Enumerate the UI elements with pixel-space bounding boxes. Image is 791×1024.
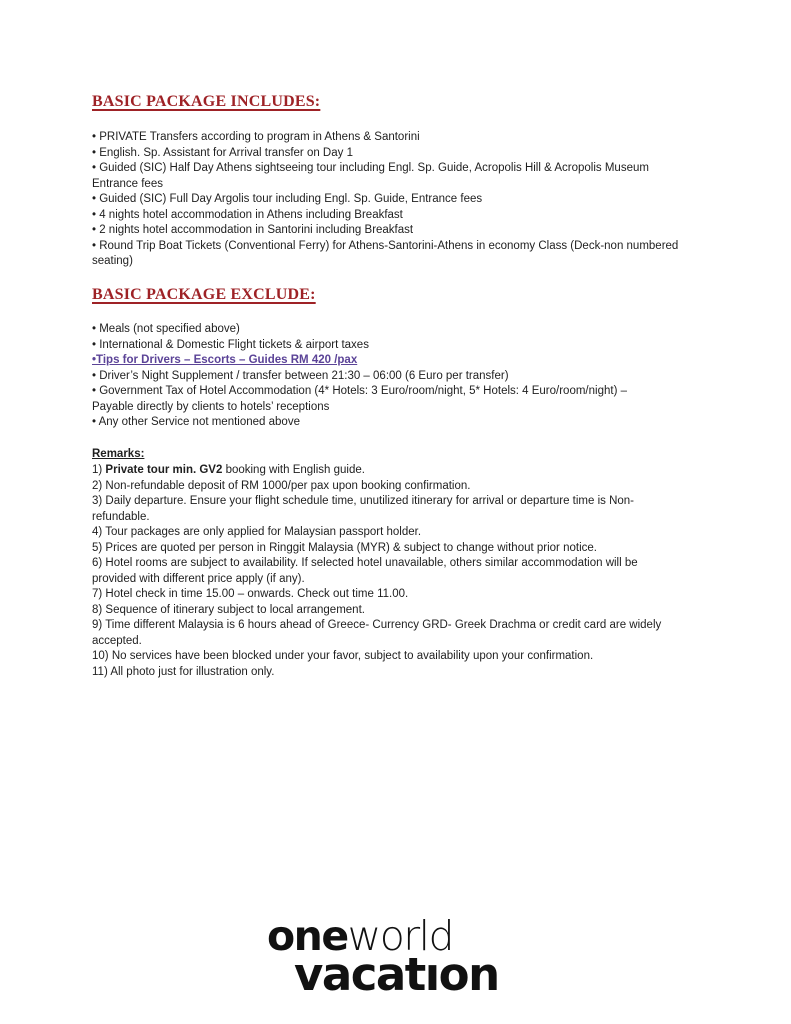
logo-oneworld-vacation [267,912,499,1001]
text-line: • Driver’s Night Supplement / transfer between 21:30 – 06:00 (6 Euro per transfer) [92,369,509,382]
text-line: • International & Domestic Flight tickets & airport taxes [92,338,369,351]
text-line: • PRIVATE Transfers according to program in Athens & Santorini [92,131,420,143]
text-line: refundable. [92,510,150,523]
text-line: provided with different price apply (if any). [92,572,305,585]
text-line: 3) Daily departure. Ensure your flight schedule time, unutilized itinerary for arrival or departure time is Non- [92,495,635,507]
text-line: • Round Trip Boat Tickets (Conventional Ferry) for Athens-Santorini-Athens in economy Class (Deck-non numbered [92,239,679,252]
text-line: • 2 nights hotel accommodation in Santorini including Breakfast [92,224,414,236]
logo-world-text: world [347,912,454,960]
remarks-lines [92,463,661,680]
text-line: • Guided (SIC) Half Day Athens sightseeing tour including Engl. Sp. Guide, Acropolis Hill & Acropolis Museum [92,162,649,174]
exclude-lines [92,322,627,431]
text-line: • Guided (SIC) Full Day Argolis tour including Engl. Sp. Guide, Entrance fees [92,193,483,205]
text-line: • Any other Service not mentioned above [92,416,300,428]
text-line: Payable directly by clients to hotels’ receptions [92,400,330,413]
text-line: • Government Tax of Hotel Accommodation (4* Hotels: 3 Euro/room/night, 5* Hotels: 4 Euro/room/night) – [92,385,627,397]
text-line: 9) Time different Malaysia is 6 hours ahead of Greece- Currency GRD- Greek Drachma or credit card are widely [92,619,662,631]
text-line: •Tips for Drivers – Escorts – Guides RM 420 /pax [92,354,358,366]
text-line: 5) Prices are quoted per person in Ringgit Malaysia (MYR) & subject to change without prior notice. [92,541,597,554]
text-line: 4) Tour packages are only applied for Malaysian passport holder. [92,526,422,538]
exclude-section-title: BASIC PACKAGE EXCLUDE: [92,286,316,303]
text-line: 11) All photo just for illustration only. [92,665,275,678]
include-lines [92,130,678,270]
text-line: accepted. [92,634,142,647]
text-line: • English. Sp. Assistant for Arrival transfer on Day 1 [92,146,353,159]
text-line: • 4 nights hotel accommodation in Athens including Breakfast [92,208,403,221]
logo-vacation-text: vacatıon [294,948,499,1001]
include-section-title: BASIC PACKAGE INCLUDES: [92,93,321,110]
text-line: • Meals (not specified above) [92,323,240,335]
text-line: Entrance fees [92,177,163,190]
text-line: seating) [92,255,133,267]
text-line: 10) No services have been blocked under your favor, subject to availability upon your confirmation. [92,650,594,662]
text-line: 2) Non-refundable deposit of RM 1000/per pax upon booking confirmation. [92,479,471,492]
remarks-title: Remarks: [92,448,145,460]
text-line: 1) Private tour min. GV2 booking with English guide. [92,464,365,476]
text-line: 8) Sequence of itinerary subject to local arrangement. [92,603,365,616]
logo-one-text: one [267,912,348,960]
text-line: 6) Hotel rooms are subject to availability. If selected hotel unavailable, others similar accommodation will be [92,557,638,569]
text-line: 7) Hotel check in time 15.00 – onwards. Check out time 11.00. [92,588,409,600]
